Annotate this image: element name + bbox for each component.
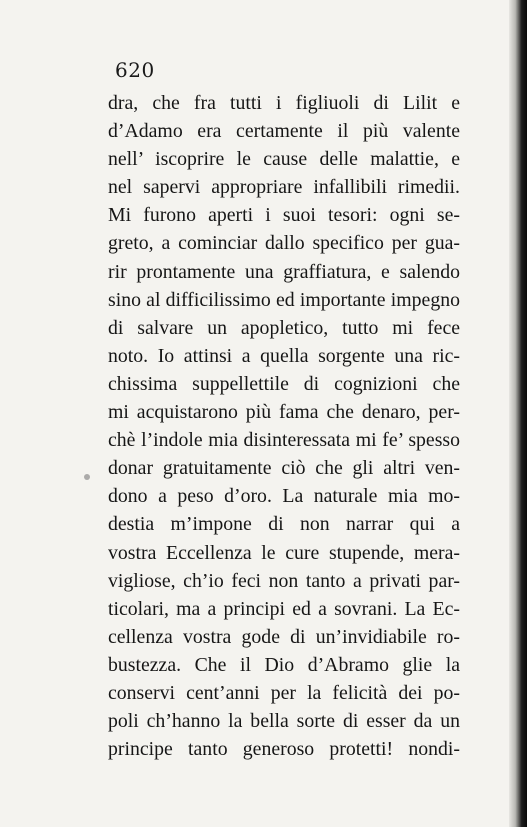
text-line: dra, che fra tutti i figliuoli di Lilit e [108,92,460,114]
body-text [108,89,460,763]
text-line: Mi furono aperti i suoi tesori: ogni se- [108,204,460,227]
text-line: chissima suppellettile di cognizioni che [108,372,460,395]
paper-speck [84,474,90,480]
text-line: d’Adamo era certamente il più valente [108,120,460,143]
text-line: greto, a cominciar dallo specifico per gua- [108,232,460,255]
text-line: noto. Io attinsi a quella sorgente una ric- [108,344,460,367]
text-line: nell’ iscoprire le cause delle malattie, e [108,148,460,171]
text-line: ticolari, ma a principi ed a sovrani. La Ec- [108,597,460,620]
text-line: di salvare un apopletico, tutto mi fece [108,316,460,339]
text-line: vostra Eccellenza le cure stupende, mera- [108,541,460,564]
text-line: chè l’indole mia disinteressata mi fe’ spesso [108,429,460,452]
text-line: cellenza vostra gode di un’invidiabile ro- [108,625,460,648]
text-line: poli ch’hanno la bella sorte di esser da un [108,710,460,733]
text-line: donar gratuitamente ciò che gli altri ven- [108,457,460,480]
text-line: bustezza. Che il Dio d’Abramo glie la [108,653,460,676]
text-line: principe tanto generoso protetti! nondi- [108,738,460,761]
text-line: sino al difficilissimo ed importante impegno [108,288,460,311]
page-edge-shadow [509,0,527,827]
text-line: dono a peso d’oro. La naturale mia mo- [108,485,460,508]
text-line: vigliose, ch’io feci non tanto a privati par- [108,569,460,592]
text-line: nel sapervi appropriare infallibili rimedii. [108,176,460,199]
page-number: 620 [115,58,155,82]
text-line: rir prontamente una graffiatura, e salendo [108,260,460,283]
text-line: mi acquistarono più fama che denaro, per- [108,401,460,424]
text-line: destia m’impone di non narrar qui a [108,513,460,536]
text-line: conservi cent’anni per la felicità dei po- [108,681,460,704]
